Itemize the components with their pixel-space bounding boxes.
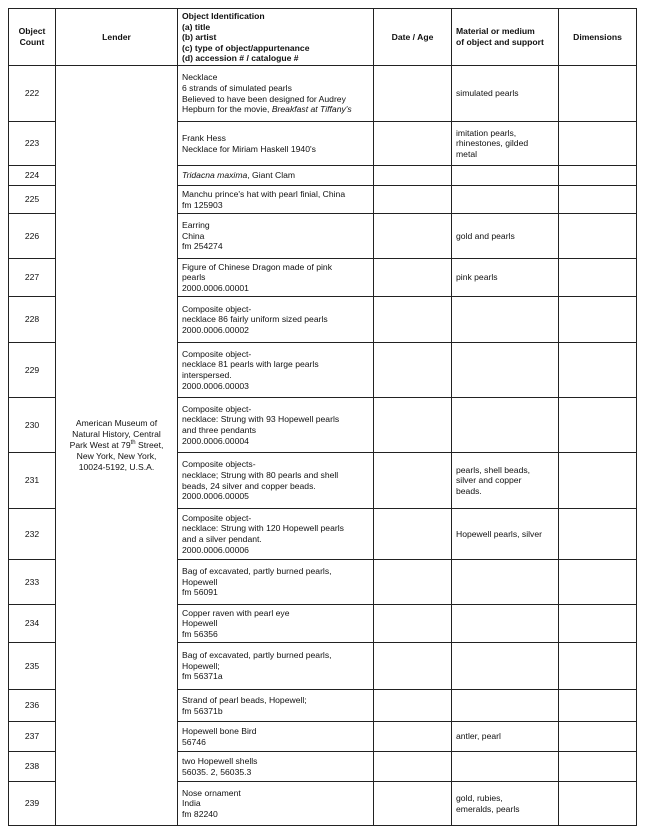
- header-row: [9, 9, 637, 66]
- object-identification: Earring China fm 254274: [178, 214, 374, 259]
- dimensions: [559, 343, 637, 398]
- object-count: 237: [9, 722, 56, 752]
- material: gold, rubies, emeralds, pearls: [452, 782, 559, 826]
- material: [452, 343, 559, 398]
- material: [452, 643, 559, 690]
- object-identification: Bag of excavated, partly burned pearls, Hopewell; fm 56371a: [178, 643, 374, 690]
- dimensions: [559, 453, 637, 509]
- date-age: [374, 509, 452, 560]
- date-age: [374, 122, 452, 166]
- object-count: 224: [9, 166, 56, 186]
- table-row: [9, 66, 637, 122]
- dimensions: [559, 782, 637, 826]
- object-identification: Figure of Chinese Dragon made of pink pearls 2000.0006.00001: [178, 259, 374, 297]
- date-age: [374, 186, 452, 214]
- object-identification: Necklace 6 strands of simulated pearls Believed to have been designed for Audrey Hepburn for the movie, Breakfast at Tiffany's: [178, 66, 374, 122]
- dimensions: [559, 166, 637, 186]
- date-age: [374, 560, 452, 605]
- date-age: [374, 782, 452, 826]
- material: [452, 166, 559, 186]
- header-object-count: Object Count: [9, 9, 56, 66]
- object-identification: Composite object- necklace: Strung with 120 Hopewell pearls and a silver pendant. 2000.0006.00006: [178, 509, 374, 560]
- header-object-identification: Object Identification (a) title (b) artist (c) type of object/appurtenance (d) accession # / catalogue #: [178, 9, 374, 66]
- object-identification: Bag of excavated, partly burned pearls, Hopewell fm 56091: [178, 560, 374, 605]
- material: [452, 690, 559, 722]
- dimensions: [559, 214, 637, 259]
- date-age: [374, 343, 452, 398]
- material: antler, pearl: [452, 722, 559, 752]
- dimensions: [559, 186, 637, 214]
- object-count: 226: [9, 214, 56, 259]
- header-dimensions: Dimensions: [559, 9, 637, 66]
- dimensions: [559, 752, 637, 782]
- date-age: [374, 453, 452, 509]
- object-count: 229: [9, 343, 56, 398]
- object-count: 239: [9, 782, 56, 826]
- object-identification: Strand of pearl beads, Hopewell; fm 56371b: [178, 690, 374, 722]
- object-identification: Composite objects- necklace; Strung with 80 pearls and shell beads, 24 silver and copper beads. 2000.0006.00005: [178, 453, 374, 509]
- material: [452, 605, 559, 643]
- material: [452, 186, 559, 214]
- object-count: 232: [9, 509, 56, 560]
- date-age: [374, 605, 452, 643]
- material: pink pearls: [452, 259, 559, 297]
- dimensions: [559, 605, 637, 643]
- dimensions: [559, 297, 637, 343]
- dimensions: [559, 509, 637, 560]
- material: simulated pearls: [452, 66, 559, 122]
- dimensions: [559, 643, 637, 690]
- date-age: [374, 752, 452, 782]
- date-age: [374, 398, 452, 453]
- object-identification: Composite object- necklace: Strung with 93 Hopewell pearls and three pendants 2000.0006.00004: [178, 398, 374, 453]
- object-identification: Tridacna maxima, Giant Clam: [178, 166, 374, 186]
- dimensions: [559, 259, 637, 297]
- lender-cell: American Museum of Natural History, Central Park West at 79th Street, New York, New York, 10024-5192, U.S.A.: [56, 66, 178, 826]
- date-age: [374, 166, 452, 186]
- dimensions: [559, 398, 637, 453]
- object-count: 228: [9, 297, 56, 343]
- object-count: 225: [9, 186, 56, 214]
- date-age: [374, 690, 452, 722]
- object-count: 223: [9, 122, 56, 166]
- object-count: 231: [9, 453, 56, 509]
- material: Hopewell pearls, silver: [452, 509, 559, 560]
- object-table: [8, 8, 637, 826]
- dimensions: [559, 560, 637, 605]
- dimensions: [559, 722, 637, 752]
- object-count: 222: [9, 66, 56, 122]
- material: pearls, shell beads, silver and copper beads.: [452, 453, 559, 509]
- object-count: 235: [9, 643, 56, 690]
- object-identification: Nose ornament India fm 82240: [178, 782, 374, 826]
- object-count: 230: [9, 398, 56, 453]
- date-age: [374, 66, 452, 122]
- object-identification: Composite object- necklace 86 fairly uniform sized pearls 2000.0006.00002: [178, 297, 374, 343]
- dimensions: [559, 690, 637, 722]
- date-age: [374, 214, 452, 259]
- material: imitation pearls, rhinestones, gilded metal: [452, 122, 559, 166]
- date-age: [374, 722, 452, 752]
- material: [452, 398, 559, 453]
- object-identification: Composite object- necklace 81 pearls with large pearls interspersed. 2000.0006.00003: [178, 343, 374, 398]
- material: [452, 297, 559, 343]
- material: [452, 560, 559, 605]
- object-identification: two Hopewell shells 56035. 2, 56035.3: [178, 752, 374, 782]
- material: [452, 752, 559, 782]
- object-identification: Manchu prince's hat with pearl finial, China fm 125903: [178, 186, 374, 214]
- date-age: [374, 297, 452, 343]
- object-identification: Hopewell bone Bird 56746: [178, 722, 374, 752]
- header-material: Material or medium of object and support: [452, 9, 559, 66]
- object-identification: Frank Hess Necklace for Miriam Haskell 1940's: [178, 122, 374, 166]
- object-count: 234: [9, 605, 56, 643]
- material: gold and pearls: [452, 214, 559, 259]
- dimensions: [559, 66, 637, 122]
- header-date-age: Date / Age: [374, 9, 452, 66]
- date-age: [374, 259, 452, 297]
- object-identification: Copper raven with pearl eye Hopewell fm 56356: [178, 605, 374, 643]
- date-age: [374, 643, 452, 690]
- object-count: 227: [9, 259, 56, 297]
- dimensions: [559, 122, 637, 166]
- object-count: 238: [9, 752, 56, 782]
- header-lender: Lender: [56, 9, 178, 66]
- object-count: 236: [9, 690, 56, 722]
- object-count: 233: [9, 560, 56, 605]
